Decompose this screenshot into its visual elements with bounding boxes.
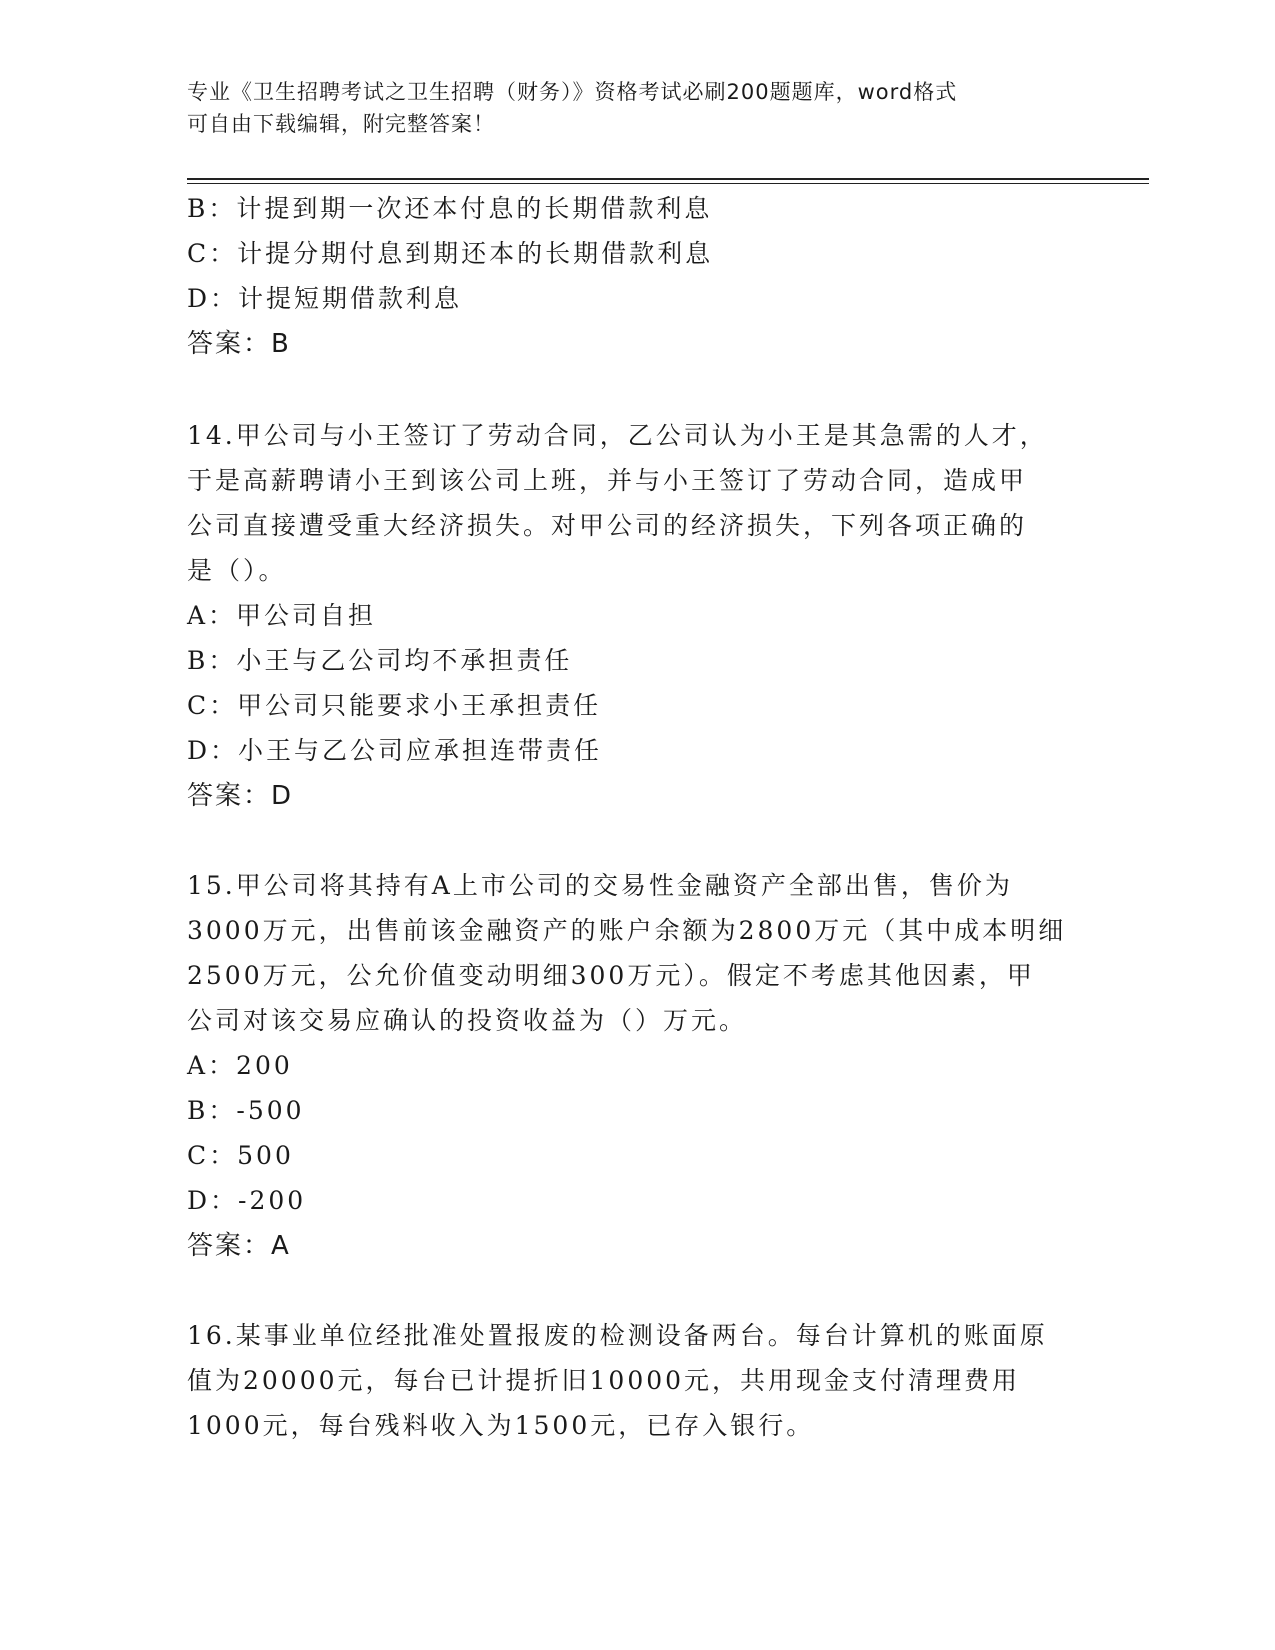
question-15-option-b: B：-500 (187, 1096, 305, 1125)
question-14-option-b: B：小王与乙公司均不承担责任 (187, 646, 573, 675)
question-16-stem-line-1: 16.某事业单位经批准处置报废的检测设备两台。每台计算机的账面原 (187, 1321, 1048, 1350)
question-15-option-d: D：-200 (187, 1186, 307, 1215)
header-divider-thick (187, 178, 1149, 180)
question-14-stem-line-2: 于是高薪聘请小王到该公司上班，并与小王签订了劳动合同，造成甲 (187, 466, 1028, 495)
question-15-stem-line-3: 2500万元，公允价值变动明细300万元）。假定不考虑其他因素，甲 (187, 961, 1035, 990)
question-13-option-d: D：计提短期借款利息 (187, 284, 463, 313)
question-14-answer: 答案：D (187, 781, 294, 811)
question-15-stem-line-1: 15.甲公司将其持有A上市公司的交易性金融资产全部出售，售价为 (187, 871, 1013, 900)
question-15-stem-line-2: 3000万元，出售前该金融资产的账户余额为2800万元（其中成本明细 (187, 916, 1067, 945)
question-13-answer: 答案：B (187, 329, 291, 359)
header-title-line-2: 可自由下载编辑，附完整答案！ (187, 112, 495, 136)
question-13-option-c: C：计提分期付息到期还本的长期借款利息 (187, 239, 714, 268)
question-14-stem-line-4: 是（）。 (187, 556, 287, 585)
question-15-answer: 答案：A (187, 1231, 291, 1261)
question-14-option-a: A：甲公司自担 (187, 601, 377, 630)
question-14-stem-line-3: 公司直接遭受重大经济损失。对甲公司的经济损失，下列各项正确的 (187, 511, 1028, 540)
question-14-option-c: C：甲公司只能要求小王承担责任 (187, 691, 602, 720)
page-header (187, 76, 1067, 140)
question-13-option-b: B：计提到期一次还本付息的长期借款利息 (187, 194, 713, 223)
question-14-option-d: D：小王与乙公司应承担连带责任 (187, 736, 603, 765)
question-15-option-c: C：500 (187, 1141, 294, 1170)
question-15-stem-line-4: 公司对该交易应确认的投资收益为（）万元。 (187, 1006, 748, 1035)
header-divider-thin (187, 183, 1149, 184)
header-title-line-1: 专业《卫生招聘考试之卫生招聘（财务）》资格考试必刷200题题库，word格式 (187, 80, 958, 104)
question-16-stem-line-3: 1000元，每台残料收入为1500元，已存入银行。 (187, 1411, 815, 1440)
question-15-option-a: A：200 (187, 1051, 293, 1080)
question-14-stem-line-1: 14.甲公司与小王签订了劳动合同，乙公司认为小王是其急需的人才， (187, 421, 1048, 450)
question-16-stem-line-2: 值为20000元，每台已计提折旧10000元，共用现金支付清理费用 (187, 1366, 1021, 1395)
